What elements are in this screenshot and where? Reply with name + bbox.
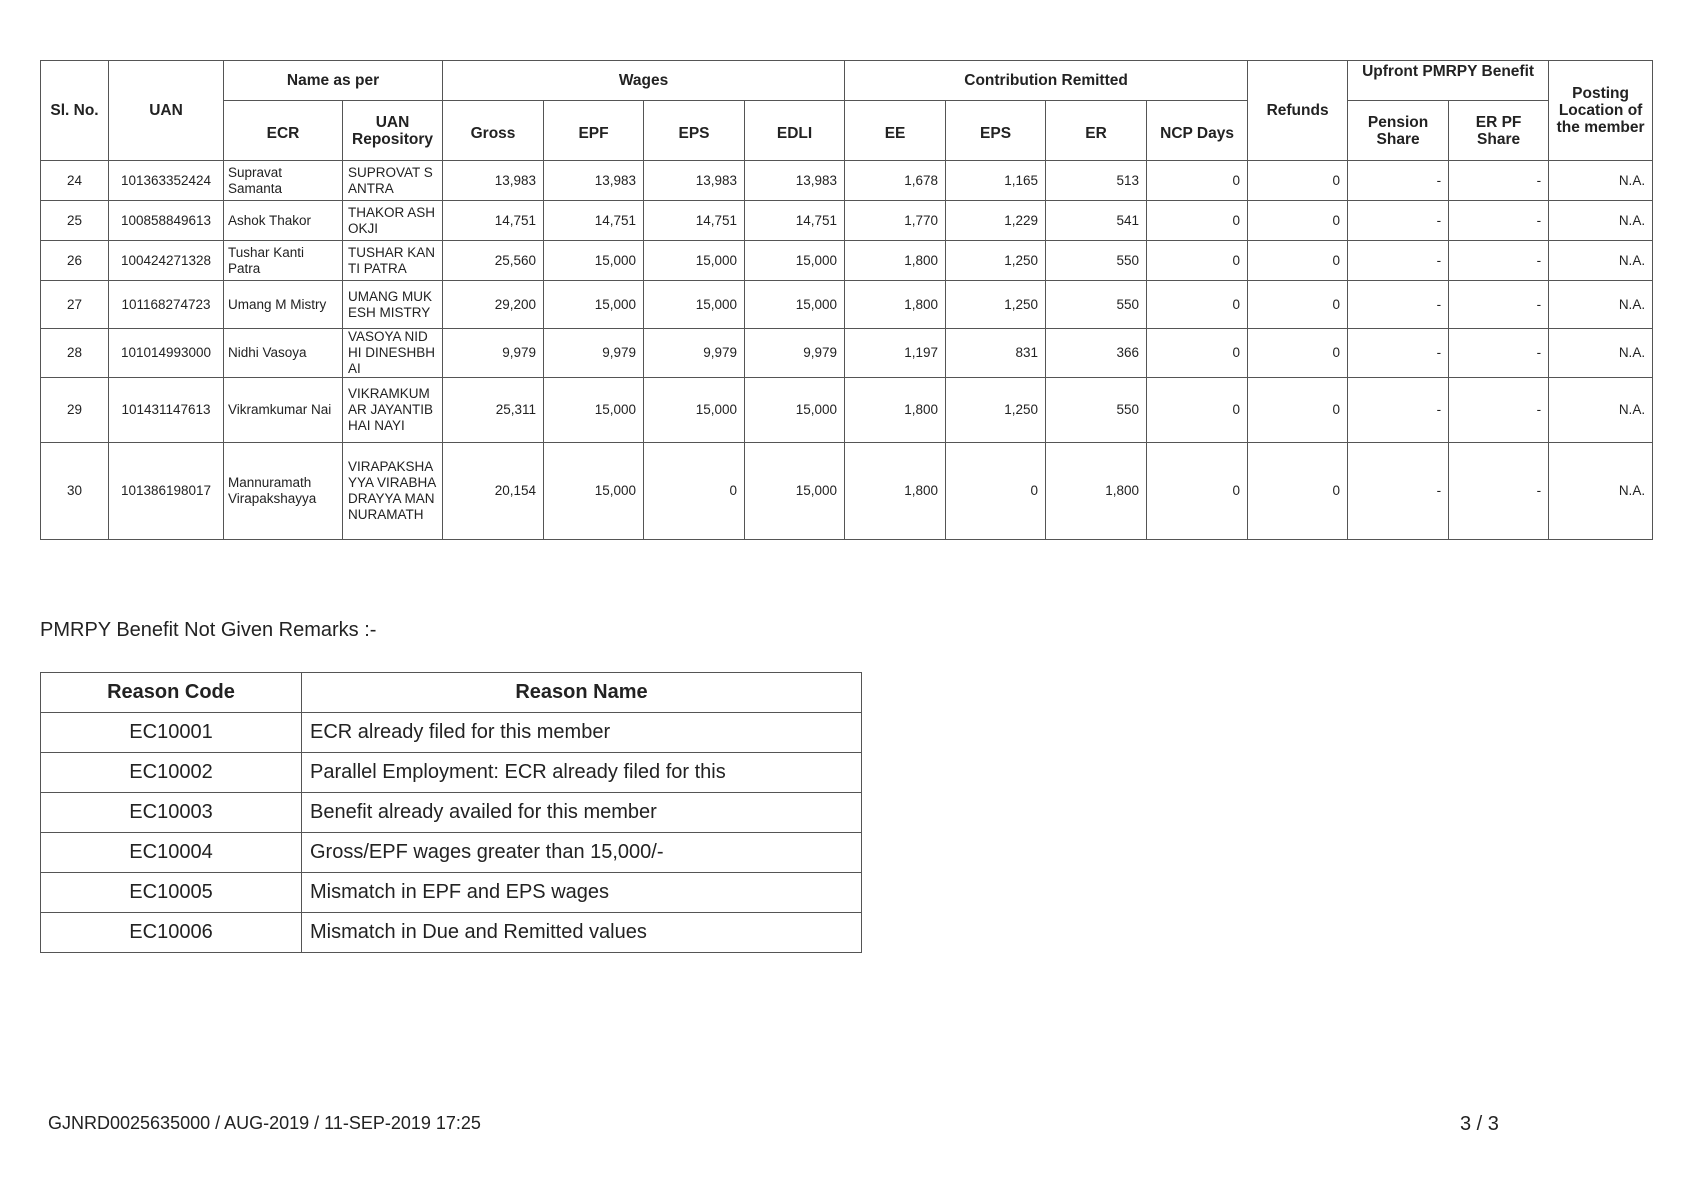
header-er-pf-share: ER PF Share <box>1449 101 1549 161</box>
cell-edli: 15,000 <box>745 443 845 540</box>
cell-refunds: 0 <box>1248 329 1348 378</box>
cell-posting-location: N.A. <box>1549 281 1653 329</box>
cell-ee: 1,800 <box>845 378 946 443</box>
cell-eps: 15,000 <box>644 378 745 443</box>
cell-posting-location: N.A. <box>1549 241 1653 281</box>
cell-reason-code: EC10002 <box>41 753 302 793</box>
cell-uan: 101431147613 <box>109 378 224 443</box>
cell-eps: 0 <box>644 443 745 540</box>
table-row <box>41 793 862 833</box>
header-epf: EPF <box>544 101 644 161</box>
cell-reason-name: Gross/EPF wages greater than 15,000/- <box>302 833 862 873</box>
cell-sl-no: 27 <box>41 281 109 329</box>
header-contribution-remitted: Contribution Remitted <box>845 61 1248 101</box>
cell-edli: 9,979 <box>745 329 845 378</box>
table-row <box>41 329 1653 378</box>
cell-pension-share: - <box>1348 443 1449 540</box>
cell-pension-share: - <box>1348 161 1449 201</box>
header-posting-location: Posting Location of the member <box>1549 61 1653 161</box>
cell-uan: 101014993000 <box>109 329 224 378</box>
cell-uan: 101386198017 <box>109 443 224 540</box>
cell-uan-repository-name: VIRAPAKSHAYYA VIRABHADRAYYA MANNURAMATH <box>343 443 443 540</box>
cell-ecr-name: Ashok Thakor <box>224 201 343 241</box>
cell-ncp-days: 0 <box>1147 161 1248 201</box>
cell-epf: 14,751 <box>544 201 644 241</box>
table-row <box>41 913 862 953</box>
cell-uan-repository-name: VIKRAMKUMAR JAYANTIBHAI NAYI <box>343 378 443 443</box>
cell-pension-share: - <box>1348 378 1449 443</box>
header-ee: EE <box>845 101 946 161</box>
cell-er-pf-share: - <box>1449 329 1549 378</box>
ecr-member-table <box>40 60 1653 540</box>
cell-reason-name: Mismatch in Due and Remitted values <box>302 913 862 953</box>
header-reason-code: Reason Code <box>41 673 302 713</box>
table-row <box>41 281 1653 329</box>
table-row <box>41 833 862 873</box>
cell-er: 541 <box>1046 201 1147 241</box>
cell-uan: 100424271328 <box>109 241 224 281</box>
cell-eps: 13,983 <box>644 161 745 201</box>
table-row <box>41 753 862 793</box>
cell-eps: 9,979 <box>644 329 745 378</box>
cell-reason-code: EC10003 <box>41 793 302 833</box>
cell-ee: 1,800 <box>845 241 946 281</box>
cell-uan-repository-name: THAKOR ASHOKJI <box>343 201 443 241</box>
header-refunds: Refunds <box>1248 61 1348 161</box>
table-row <box>41 873 862 913</box>
cell-posting-location: N.A. <box>1549 378 1653 443</box>
cell-posting-location: N.A. <box>1549 201 1653 241</box>
cell-gross: 14,751 <box>443 201 544 241</box>
cell-epf: 9,979 <box>544 329 644 378</box>
cell-ecr-name: Umang M Mistry <box>224 281 343 329</box>
cell-ncp-days: 0 <box>1147 443 1248 540</box>
cell-pension-share: - <box>1348 201 1449 241</box>
cell-reason-code: EC10006 <box>41 913 302 953</box>
cell-refunds: 0 <box>1248 378 1348 443</box>
cell-eps: 15,000 <box>644 281 745 329</box>
table-row <box>41 443 1653 540</box>
reason-code-table <box>40 672 862 953</box>
cell-gross: 13,983 <box>443 161 544 201</box>
cell-er: 513 <box>1046 161 1147 201</box>
cell-epf: 13,983 <box>544 161 644 201</box>
cell-gross: 20,154 <box>443 443 544 540</box>
cell-uan: 101363352424 <box>109 161 224 201</box>
cell-uan: 100858849613 <box>109 201 224 241</box>
cell-er-pf-share: - <box>1449 443 1549 540</box>
cell-sl-no: 29 <box>41 378 109 443</box>
cell-contribution-eps: 1,229 <box>946 201 1046 241</box>
cell-epf: 15,000 <box>544 378 644 443</box>
cell-ncp-days: 0 <box>1147 329 1248 378</box>
cell-edli: 15,000 <box>745 378 845 443</box>
cell-contribution-eps: 0 <box>946 443 1046 540</box>
header-name-as-per: Name as per <box>224 61 443 101</box>
cell-gross: 29,200 <box>443 281 544 329</box>
cell-reason-name: Parallel Employment: ECR already filed for this <box>302 753 862 793</box>
cell-edli: 14,751 <box>745 201 845 241</box>
cell-uan-repository-name: UMANG MUKESH MISTRY <box>343 281 443 329</box>
header-er: ER <box>1046 101 1147 161</box>
cell-posting-location: N.A. <box>1549 329 1653 378</box>
cell-uan-repository-name: TUSHAR KANTI PATRA <box>343 241 443 281</box>
header-edli: EDLI <box>745 101 845 161</box>
footer-reference: GJNRD0025635000 / AUG-2019 / 11-SEP-2019 17:25 <box>48 1113 481 1133</box>
cell-contribution-eps: 1,250 <box>946 281 1046 329</box>
cell-er-pf-share: - <box>1449 241 1549 281</box>
header-eps: EPS <box>644 101 745 161</box>
cell-ecr-name: Nidhi Vasoya <box>224 329 343 378</box>
cell-er: 1,800 <box>1046 443 1147 540</box>
cell-epf: 15,000 <box>544 443 644 540</box>
header-upfront-pmrpy-benefit: Upfront PMRPY Benefit <box>1348 61 1549 101</box>
cell-gross: 9,979 <box>443 329 544 378</box>
cell-reason-name: Mismatch in EPF and EPS wages <box>302 873 862 913</box>
cell-ee: 1,770 <box>845 201 946 241</box>
cell-eps: 15,000 <box>644 241 745 281</box>
cell-reason-name: Benefit already availed for this member <box>302 793 862 833</box>
cell-sl-no: 24 <box>41 161 109 201</box>
cell-ee: 1,800 <box>845 281 946 329</box>
cell-epf: 15,000 <box>544 281 644 329</box>
cell-uan-repository-name: SUPROVAT SANTRA <box>343 161 443 201</box>
cell-uan: 101168274723 <box>109 281 224 329</box>
cell-pension-share: - <box>1348 241 1449 281</box>
cell-contribution-eps: 831 <box>946 329 1046 378</box>
page-number: 3 / 3 <box>1460 1113 1499 1135</box>
cell-refunds: 0 <box>1248 281 1348 329</box>
header-ecr: ECR <box>224 101 343 161</box>
cell-reason-name: ECR already filed for this member <box>302 713 862 753</box>
cell-pension-share: - <box>1348 329 1449 378</box>
cell-pension-share: - <box>1348 281 1449 329</box>
cell-ecr-name: Vikramkumar Nai <box>224 378 343 443</box>
cell-reason-code: EC10001 <box>41 713 302 753</box>
cell-refunds: 0 <box>1248 201 1348 241</box>
cell-contribution-eps: 1,165 <box>946 161 1046 201</box>
cell-er: 550 <box>1046 378 1147 443</box>
cell-sl-no: 30 <box>41 443 109 540</box>
cell-edli: 13,983 <box>745 161 845 201</box>
cell-posting-location: N.A. <box>1549 161 1653 201</box>
cell-posting-location: N.A. <box>1549 443 1653 540</box>
cell-er-pf-share: - <box>1449 161 1549 201</box>
cell-ecr-name: Supravat Samanta <box>224 161 343 201</box>
cell-contribution-eps: 1,250 <box>946 378 1046 443</box>
header-gross: Gross <box>443 101 544 161</box>
cell-sl-no: 26 <box>41 241 109 281</box>
cell-sl-no: 25 <box>41 201 109 241</box>
header-ncp-days: NCP Days <box>1147 101 1248 161</box>
cell-uan-repository-name: VASOYA NIDHI DINESHBHAI <box>343 329 443 378</box>
cell-epf: 15,000 <box>544 241 644 281</box>
header-uan: UAN <box>109 61 224 161</box>
cell-er: 550 <box>1046 241 1147 281</box>
cell-edli: 15,000 <box>745 241 845 281</box>
header-wages: Wages <box>443 61 845 101</box>
header-uan-repository: UAN Repository <box>343 101 443 161</box>
cell-ncp-days: 0 <box>1147 241 1248 281</box>
table-row <box>41 713 862 753</box>
cell-er-pf-share: - <box>1449 281 1549 329</box>
table-row <box>41 161 1653 201</box>
cell-er-pf-share: - <box>1449 201 1549 241</box>
cell-ee: 1,800 <box>845 443 946 540</box>
cell-gross: 25,311 <box>443 378 544 443</box>
remarks-title: PMRPY Benefit Not Given Remarks :- <box>40 619 377 641</box>
table-row <box>41 201 1653 241</box>
cell-er: 550 <box>1046 281 1147 329</box>
cell-ncp-days: 0 <box>1147 281 1248 329</box>
cell-reason-code: EC10004 <box>41 833 302 873</box>
header-contribution-eps: EPS <box>946 101 1046 161</box>
cell-ee: 1,678 <box>845 161 946 201</box>
cell-contribution-eps: 1,250 <box>946 241 1046 281</box>
cell-er-pf-share: - <box>1449 378 1549 443</box>
header-sl-no: Sl. No. <box>41 61 109 161</box>
table-row <box>41 378 1653 443</box>
header-reason-name: Reason Name <box>302 673 862 713</box>
cell-refunds: 0 <box>1248 161 1348 201</box>
cell-refunds: 0 <box>1248 241 1348 281</box>
cell-eps: 14,751 <box>644 201 745 241</box>
cell-ecr-name: Mannuramath Virapakshayya <box>224 443 343 540</box>
cell-er: 366 <box>1046 329 1147 378</box>
cell-ecr-name: Tushar Kanti Patra <box>224 241 343 281</box>
table-row <box>41 241 1653 281</box>
cell-gross: 25,560 <box>443 241 544 281</box>
cell-sl-no: 28 <box>41 329 109 378</box>
cell-edli: 15,000 <box>745 281 845 329</box>
cell-ncp-days: 0 <box>1147 201 1248 241</box>
cell-reason-code: EC10005 <box>41 873 302 913</box>
cell-ncp-days: 0 <box>1147 378 1248 443</box>
cell-ee: 1,197 <box>845 329 946 378</box>
cell-refunds: 0 <box>1248 443 1348 540</box>
header-pension-share: Pension Share <box>1348 101 1449 161</box>
